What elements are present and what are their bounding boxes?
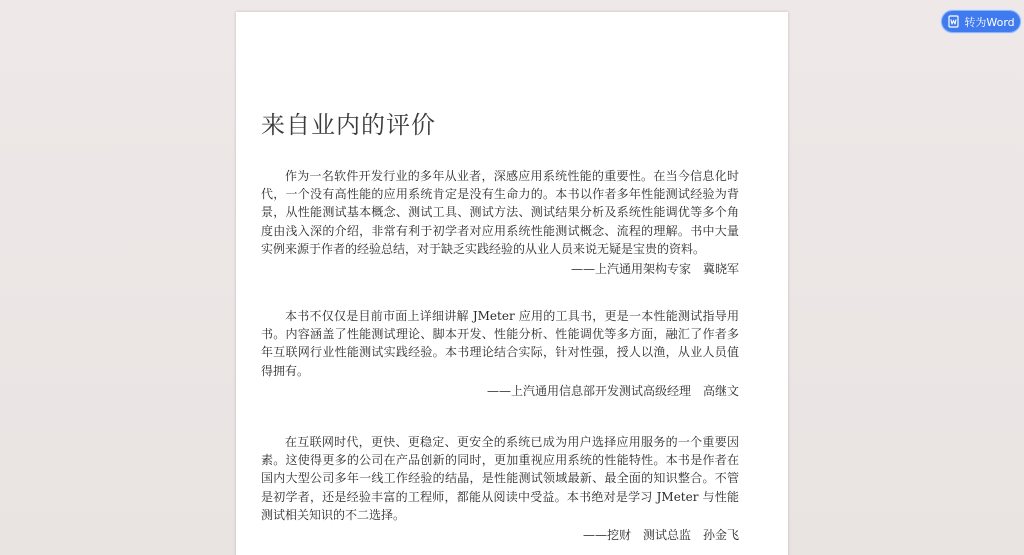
review-block <box>261 167 739 278</box>
review-signature: ——挖财 测试总监 孙金飞 <box>582 528 739 543</box>
review-block <box>261 307 739 400</box>
review-block <box>261 433 739 544</box>
review-signature: ——上汽通用信息部开发测试高级经理 高继文 <box>486 383 739 398</box>
convert-button-label: 转为Word <box>964 15 1015 29</box>
review-text: 作为一名软件开发行业的多年从业者，深感应用系统性能的重要性。在当今信息化时代，一个没有高性能的应用系统肯定是没有生命力的。本书以作者多年性能测试经验为背景，从性能测试基本概念、测试工具、测试方法、测试结果分析及系统性能调优等多个角度由浅入深的介绍，非常有利于初学者对应用系统性能测试概念、流程的理解。书中大量实例来源于作者的经验总结，对于缺乏实践经验的从业人员来说无疑是宝贵的资料。 <box>261 169 739 256</box>
document-page <box>236 12 788 555</box>
review-text: 本书不仅仅是目前市面上详细讲解 JMeter 应用的工具书，更是一本性能测试指导用书。内容涵盖了性能测试理论、脚本开发、性能分析、性能调优等多方面，融汇了作者多年互联网行业性能测试实践经验。本书理论结合实际，针对性强，授人以渔，从业人员值得拥有。 <box>261 309 739 378</box>
page-title: 来自业内的评价 <box>261 111 436 139</box>
convert-to-word-button[interactable] <box>941 10 1021 33</box>
word-doc-icon <box>947 15 960 28</box>
review-signature: ——上汽通用架构专家 冀晓军 <box>570 262 739 277</box>
review-text: 在互联网时代，更快、更稳定、更安全的系统已成为用户选择应用服务的一个重要因素。这使得更多的公司在产品创新的同时，更加重视应用系统的性能特性。本书是作者在国内大型公司多年一线工作经验的结晶，是性能测试领域最新、最全面的知识整合。不管是初学者，还是经验丰富的工程师，都能从阅读中受益。本书绝对是学习 JMeter 与性能测试相关知识的不二选择。 <box>261 435 739 522</box>
